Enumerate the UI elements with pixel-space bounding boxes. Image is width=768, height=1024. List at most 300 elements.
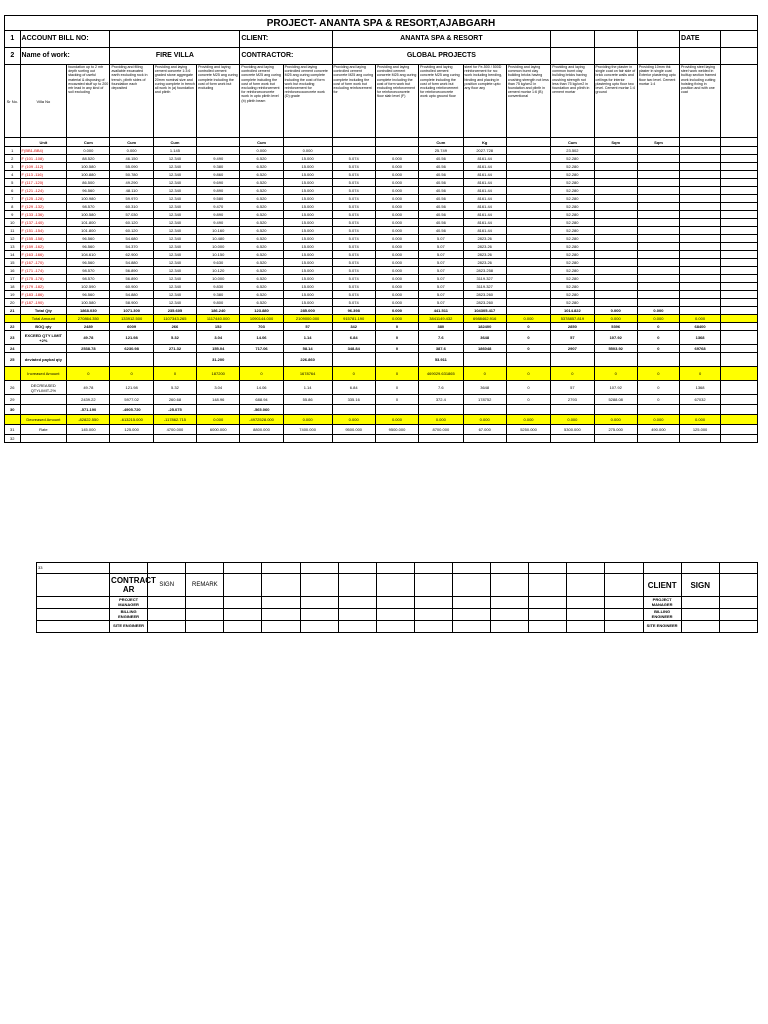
value-cell	[637, 187, 679, 195]
value-cell: 2823.26	[463, 259, 506, 267]
value-cell	[594, 283, 637, 291]
value-cell	[637, 435, 679, 443]
bill-sheet	[4, 15, 758, 443]
value-cell: 2907	[551, 345, 594, 353]
value-cell: 10.120	[197, 267, 240, 275]
value-cell	[594, 259, 637, 267]
value-cell: 0	[594, 367, 637, 381]
value-cell	[680, 163, 721, 171]
value-cell: 8161.44	[463, 203, 506, 211]
value-cell	[506, 243, 550, 251]
value-cell: 53.911	[419, 353, 463, 367]
villa-cell: F (125 -128)	[20, 195, 67, 203]
value-cell: 6.520	[240, 179, 283, 187]
value-cell: 52.280	[551, 251, 594, 259]
value-cell: 148.96	[197, 395, 240, 405]
value-cell: 915781.190	[332, 315, 375, 323]
item-description: steel for Fe-500 / 500D reinforcement for rcc work including bending, binding and placing in position complete upto any floor any	[463, 65, 506, 138]
value-cell: 5.07	[419, 291, 463, 299]
value-cell: 9.380	[197, 163, 240, 171]
summary-row	[5, 425, 758, 435]
summary-label: DECREASED QTYLIMIT-2%	[20, 381, 67, 395]
value-cell: 1117440.000	[197, 315, 240, 323]
value-cell: 145.000	[67, 425, 110, 435]
value-cell: 60.120	[110, 227, 153, 235]
value-cell: 67.000	[463, 425, 506, 435]
value-cell: -117862.715	[153, 415, 196, 425]
value-cell: 0.000	[375, 283, 418, 291]
value-cell	[197, 435, 240, 443]
value-cell: 5.074	[332, 243, 375, 251]
value-cell: 100.980	[67, 195, 110, 203]
value-cell: 52.280	[551, 179, 594, 187]
value-cell	[594, 353, 637, 367]
value-cell	[594, 235, 637, 243]
value-cell: 52.280	[551, 299, 594, 307]
value-cell: 0	[637, 381, 679, 395]
summary-label	[20, 345, 67, 353]
value-cell	[551, 353, 594, 367]
value-cell: 40.56	[419, 163, 463, 171]
villa-cell: F (129 -132)	[20, 203, 67, 211]
villa-cell: F (109 -112)	[20, 163, 67, 171]
value-cell: 125.000	[110, 425, 153, 435]
value-cell: 15.000	[283, 283, 332, 291]
value-cell: 5.074	[332, 251, 375, 259]
role-label: SITE ENGINEER	[110, 621, 148, 633]
value-cell: 40.56	[419, 195, 463, 203]
table-row	[5, 283, 758, 291]
client-sign-label: SIGN	[681, 574, 719, 597]
value-cell: 348.84	[332, 345, 375, 353]
value-cell: 57.030	[110, 211, 153, 219]
value-cell	[721, 259, 758, 267]
value-cell: 9.890	[197, 211, 240, 219]
summary-label: EXCEED QTY LIMIT +2%	[20, 331, 67, 345]
value-cell: 100.580	[67, 211, 110, 219]
table-row	[5, 227, 758, 235]
value-cell	[637, 243, 679, 251]
value-cell	[594, 219, 637, 227]
value-cell: 0	[67, 367, 110, 381]
item-description: foundation up to 2 mtr depth sorting out stacking of useful material & disposing of excavated stuff up to 200 mtr lead in any kind of soil excluding	[67, 65, 110, 138]
value-cell: 0	[506, 395, 550, 405]
value-cell: 52.280	[551, 155, 594, 163]
value-cell	[680, 251, 721, 259]
value-cell	[551, 435, 594, 443]
value-cell: 703	[240, 323, 283, 331]
contractor-label: CONTRACT AR	[110, 574, 148, 597]
unit-cell: Cum	[551, 138, 594, 147]
value-cell: 0	[637, 323, 679, 331]
value-cell: 12.340	[153, 203, 196, 211]
value-cell: 5.074	[332, 267, 375, 275]
sr-cell: 20	[5, 299, 21, 307]
value-cell: 0.000	[375, 179, 418, 187]
value-cell: 6.520	[240, 243, 283, 251]
role-label: SITE ENGINEER	[643, 621, 681, 633]
role-label: BILLING ENGINEER	[643, 609, 681, 621]
value-cell: 226.860	[283, 353, 332, 367]
value-cell: 5396	[594, 323, 637, 331]
value-cell	[594, 291, 637, 299]
value-cell: 0.000	[110, 147, 153, 155]
value-cell: 52.280	[551, 219, 594, 227]
value-cell: 5300.000	[551, 425, 594, 435]
value-cell	[283, 405, 332, 415]
value-cell	[110, 353, 153, 367]
value-cell: 57	[551, 331, 594, 345]
value-cell	[721, 299, 758, 307]
value-cell	[721, 367, 758, 381]
value-cell: 0.000	[283, 415, 332, 425]
date-label: DATE	[680, 31, 721, 48]
villa-cell: F(BB1-BB4)	[20, 147, 67, 155]
value-cell	[332, 147, 375, 155]
sr-cell: 18	[5, 283, 21, 291]
value-cell: 15.000	[283, 291, 332, 299]
value-cell: 55.090	[110, 163, 153, 171]
sr-cell: 29	[5, 395, 21, 405]
sr-cell: 7	[5, 195, 21, 203]
value-cell	[110, 435, 153, 443]
value-cell: 10.480	[197, 235, 240, 243]
value-cell: 0.000	[375, 251, 418, 259]
value-cell	[506, 275, 550, 283]
value-cell	[680, 155, 721, 163]
value-cell: 96.560	[67, 259, 110, 267]
sr-cell: 15	[5, 259, 21, 267]
value-cell: 40.56	[419, 155, 463, 163]
summary-label: deviated paybal qty	[20, 353, 67, 367]
value-cell: 12.340	[153, 243, 196, 251]
summary-row	[5, 405, 758, 415]
value-cell: 12.340	[153, 211, 196, 219]
value-cell: 60.900	[110, 283, 153, 291]
summary-label: Total Qty	[20, 307, 67, 315]
value-cell: 5.074	[332, 163, 375, 171]
value-cell	[721, 275, 758, 283]
value-cell: 342	[332, 323, 375, 331]
value-cell	[506, 195, 550, 203]
value-cell: 88.520	[67, 155, 110, 163]
value-cell: 1107343.265	[153, 315, 196, 323]
value-cell: 6.520	[240, 227, 283, 235]
value-cell	[506, 179, 550, 187]
value-cell: 49.290	[110, 179, 153, 187]
value-cell: 12.340	[153, 155, 196, 163]
value-cell: 6.520	[240, 219, 283, 227]
value-cell	[721, 219, 758, 227]
value-cell	[153, 353, 196, 367]
summary-row	[5, 307, 758, 315]
value-cell: 59.970	[110, 195, 153, 203]
value-cell	[721, 243, 758, 251]
villa-cell: F (121 -124)	[20, 187, 67, 195]
value-cell	[594, 163, 637, 171]
value-cell: 15.000	[283, 187, 332, 195]
value-cell	[594, 275, 637, 283]
value-cell: 101.800	[67, 219, 110, 227]
value-cell	[594, 251, 637, 259]
summary-row	[5, 345, 758, 353]
sr-cell: 26	[5, 381, 21, 395]
value-cell: 55.86	[283, 395, 332, 405]
value-cell	[680, 187, 721, 195]
value-cell: 40.56	[419, 187, 463, 195]
value-cell: 5.07	[419, 235, 463, 243]
value-cell: 40.56	[419, 171, 463, 179]
sign-label: SIGN	[148, 574, 186, 597]
sr-cell: 31	[5, 425, 21, 435]
value-cell	[506, 227, 550, 235]
value-cell: 1.14	[283, 331, 332, 345]
value-cell: 490.000	[637, 425, 679, 435]
value-cell	[721, 227, 758, 235]
value-cell: -4905.720	[110, 405, 153, 415]
value-cell: 9.630	[197, 259, 240, 267]
value-cell: 8161.44	[463, 227, 506, 235]
value-cell	[506, 291, 550, 299]
value-cell	[680, 147, 721, 155]
value-cell: 9.800	[197, 299, 240, 307]
table-row	[5, 219, 758, 227]
value-cell: 1678764	[283, 367, 332, 381]
value-cell: 52.280	[551, 291, 594, 299]
value-cell	[332, 405, 375, 415]
value-cell	[419, 405, 463, 415]
value-cell: 0	[375, 395, 418, 405]
value-cell: 68400	[680, 323, 721, 331]
value-cell: 3119.327	[463, 275, 506, 283]
value-cell	[637, 203, 679, 211]
unit-cell	[375, 138, 418, 147]
value-cell: 335.16	[332, 395, 375, 405]
value-cell	[721, 267, 758, 275]
table-row	[5, 163, 758, 171]
value-cell	[197, 147, 240, 155]
value-cell: 0.000	[375, 307, 418, 315]
value-cell	[506, 203, 550, 211]
value-cell: 1090144.000	[240, 315, 283, 323]
value-cell	[721, 315, 758, 323]
value-cell: 9500.000	[375, 425, 418, 435]
value-cell	[680, 267, 721, 275]
unit-cell	[721, 138, 758, 147]
unit-cell: Sqm	[637, 138, 679, 147]
sr-cell: 14	[5, 251, 21, 259]
value-cell	[721, 147, 758, 155]
value-cell: 48.110	[110, 187, 153, 195]
value-cell: 0.000	[197, 415, 240, 425]
value-cell	[721, 425, 758, 435]
value-cell: 6.520	[240, 299, 283, 307]
description-header-row	[5, 65, 758, 138]
value-cell: 6.520	[240, 235, 283, 243]
value-cell: 12.340	[153, 195, 196, 203]
summary-label	[20, 395, 67, 405]
value-cell	[721, 203, 758, 211]
value-cell	[680, 353, 721, 367]
value-cell: 5.074	[332, 291, 375, 299]
unit-cell: Unit	[20, 138, 67, 147]
value-cell	[594, 405, 637, 415]
value-cell: 0.000	[375, 163, 418, 171]
value-cell: 107.92	[594, 381, 637, 395]
summary-row	[5, 323, 758, 331]
value-cell: 0	[551, 367, 594, 381]
summary-row	[5, 381, 758, 395]
sr-no-header: Sr No.	[5, 65, 21, 138]
value-cell: 275.000	[594, 425, 637, 435]
value-cell: 5503.92	[594, 345, 637, 353]
value-cell: 52.280	[551, 283, 594, 291]
value-cell: 2109000.000	[283, 315, 332, 323]
value-cell: 8161.44	[463, 187, 506, 195]
value-cell: 0.000	[637, 415, 679, 425]
value-cell: 2823.26	[463, 251, 506, 259]
value-cell: 12.340	[153, 179, 196, 187]
value-cell: 469029.631865	[419, 367, 463, 381]
value-cell	[637, 211, 679, 219]
value-cell: 0	[110, 367, 153, 381]
value-cell	[680, 171, 721, 179]
value-cell: 9500.000	[332, 425, 375, 435]
value-cell	[680, 307, 721, 315]
value-cell	[506, 187, 550, 195]
value-cell: 40.56	[419, 211, 463, 219]
value-cell: 186048	[463, 345, 506, 353]
value-cell: 0.000	[332, 415, 375, 425]
value-cell	[721, 163, 758, 171]
value-cell	[680, 405, 721, 415]
signoff-table	[36, 562, 758, 633]
value-cell	[240, 353, 283, 367]
unit-cell	[506, 138, 550, 147]
value-cell: -82822.550	[67, 415, 110, 425]
value-cell: 57	[551, 381, 594, 395]
value-cell: 0.000	[637, 315, 679, 323]
value-cell	[637, 227, 679, 235]
sr-cell	[5, 415, 21, 425]
value-cell: 12.340	[153, 171, 196, 179]
value-cell	[721, 155, 758, 163]
value-cell: 5.07	[419, 251, 463, 259]
value-cell: 6988462.916	[463, 315, 506, 323]
value-cell	[721, 251, 758, 259]
value-cell: 25.749	[419, 147, 463, 155]
value-cell: 102.590	[67, 283, 110, 291]
value-cell	[680, 179, 721, 187]
value-cell: 0.000	[375, 315, 418, 323]
table-row	[5, 243, 758, 251]
value-cell: 15.000	[283, 243, 332, 251]
summary-row	[5, 395, 758, 405]
value-cell: 56.890	[110, 267, 153, 275]
value-cell: 5.074	[332, 219, 375, 227]
sr-cell: 30	[5, 405, 21, 415]
value-cell: 5977.02	[110, 395, 153, 405]
value-cell: 0	[463, 367, 506, 381]
value-cell: 125.000	[680, 425, 721, 435]
value-cell	[506, 283, 550, 291]
value-cell	[594, 195, 637, 203]
info-row	[5, 31, 758, 48]
value-cell: 12.340	[153, 187, 196, 195]
value-cell: 5.07	[419, 283, 463, 291]
value-cell: 52.280	[551, 227, 594, 235]
sr-cell: 1	[5, 147, 21, 155]
value-cell: 8161.44	[463, 211, 506, 219]
unit-cell: Cum	[110, 138, 153, 147]
value-cell: 9.860	[197, 171, 240, 179]
value-cell: 8800.000	[240, 425, 283, 435]
value-cell	[721, 171, 758, 179]
table-row	[5, 259, 758, 267]
value-cell: 235.605	[153, 307, 196, 315]
value-cell	[637, 405, 679, 415]
value-cell: 15.000	[283, 171, 332, 179]
value-cell: 12.340	[153, 291, 196, 299]
sr-cell: 6	[5, 187, 21, 195]
unit-cell: Cum	[240, 138, 283, 147]
value-cell	[680, 203, 721, 211]
value-cell: 101.800	[67, 227, 110, 235]
value-cell: 58.900	[110, 299, 153, 307]
value-cell	[594, 147, 637, 155]
row-number: 33	[37, 563, 110, 574]
value-cell: 285.000	[283, 307, 332, 315]
value-cell: 60.120	[110, 219, 153, 227]
value-cell: 15.000	[283, 299, 332, 307]
value-cell	[637, 171, 679, 179]
value-cell: 23.502	[551, 147, 594, 155]
value-cell: 58.14	[283, 345, 332, 353]
value-cell: 0.000	[375, 227, 418, 235]
value-cell	[283, 435, 332, 443]
villa-cell: F (133 -136)	[20, 211, 67, 219]
value-cell: 9.580	[197, 195, 240, 203]
summary-label: BOQ qty	[20, 323, 67, 331]
value-cell: 12.340	[153, 275, 196, 283]
summary-label: Total Amount	[20, 315, 67, 323]
villa-cell: F (159 -162)	[20, 243, 67, 251]
value-cell	[721, 211, 758, 219]
table-row	[5, 203, 758, 211]
value-cell: 2793	[551, 395, 594, 405]
value-cell: 98.570	[67, 275, 110, 283]
table-row	[5, 211, 758, 219]
value-cell: 52.280	[551, 259, 594, 267]
sr-cell: 9	[5, 211, 21, 219]
value-cell	[506, 299, 550, 307]
value-cell: 52.280	[551, 235, 594, 243]
item-description: Providing and laying controlled cement concrete M25 ang curing complete including the cost of form work but excluding reinforcement for	[332, 65, 375, 138]
value-cell	[637, 283, 679, 291]
value-cell: 60.310	[110, 203, 153, 211]
value-cell	[594, 211, 637, 219]
summary-label	[20, 405, 67, 415]
value-cell: 0.000	[680, 415, 721, 425]
value-cell	[680, 219, 721, 227]
summary-label: Increased Amount	[20, 367, 67, 381]
value-cell: 40.56	[419, 203, 463, 211]
value-cell: 6.520	[240, 251, 283, 259]
value-cell: 6.520	[240, 283, 283, 291]
value-cell: 15.000	[283, 227, 332, 235]
value-cell: 15.000	[283, 203, 332, 211]
value-cell: 0.000	[375, 171, 418, 179]
